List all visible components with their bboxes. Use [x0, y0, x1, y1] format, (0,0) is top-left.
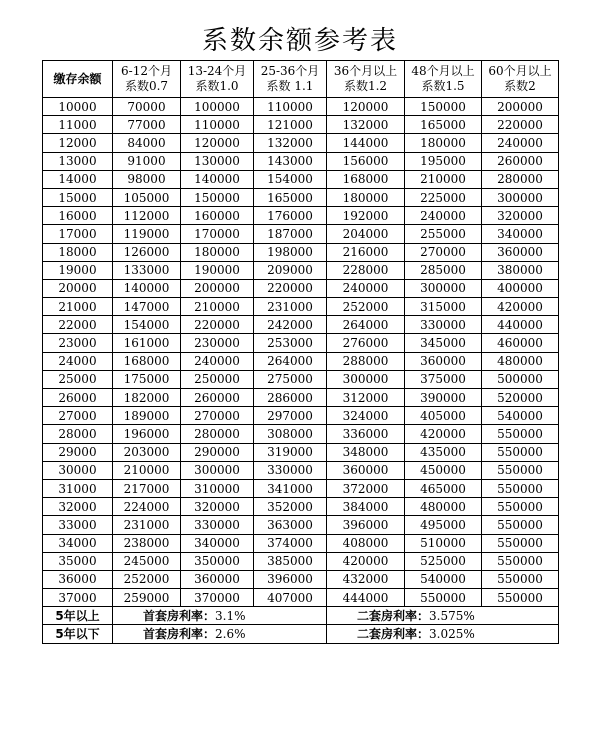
table-cell: 209000: [254, 261, 327, 279]
table-cell: 330000: [405, 316, 482, 334]
table-cell: 315000: [405, 298, 482, 316]
table-row: [43, 243, 559, 261]
table-cell: 187000: [254, 225, 327, 243]
table-cell: 217000: [113, 479, 181, 497]
table-cell: 105000: [113, 188, 181, 206]
table-cell: 300000: [405, 279, 482, 297]
second-home-rate: [327, 625, 559, 643]
table-cell: 405000: [405, 407, 482, 425]
table-cell: 133000: [113, 261, 181, 279]
header-coefficient-6: [482, 61, 559, 98]
table-cell: 280000: [181, 425, 254, 443]
header-line: 系数1.2: [343, 79, 388, 93]
table-cell: 480000: [482, 352, 559, 370]
table-cell: 253000: [254, 334, 327, 352]
table-cell: 264000: [327, 316, 405, 334]
table-cell: 380000: [482, 261, 559, 279]
table-row: [43, 443, 559, 461]
table-cell: 10000: [43, 98, 113, 116]
table-cell: 20000: [43, 279, 113, 297]
table-cell: 290000: [181, 443, 254, 461]
table-cell: 350000: [181, 552, 254, 570]
table-cell: 200000: [181, 279, 254, 297]
table-cell: 12000: [43, 134, 113, 152]
table-cell: 28000: [43, 425, 113, 443]
table-cell: 525000: [405, 552, 482, 570]
table-cell: 196000: [113, 425, 181, 443]
table-cell: 550000: [482, 498, 559, 516]
table-cell: 17000: [43, 225, 113, 243]
table-cell: 550000: [482, 425, 559, 443]
second-home-rate: [327, 607, 559, 625]
table-cell: 26000: [43, 389, 113, 407]
second-home-rate-label: 二套房利率：: [357, 627, 430, 642]
table-cell: 363000: [254, 516, 327, 534]
table-cell: 242000: [254, 316, 327, 334]
table-cell: 220000: [254, 279, 327, 297]
table-cell: 210000: [113, 461, 181, 479]
table-cell: 14000: [43, 170, 113, 188]
table-cell: 550000: [482, 479, 559, 497]
header-line: 36个月以上: [333, 64, 398, 78]
table-row: [43, 516, 559, 534]
second-home-rate-value: 3.025%: [429, 627, 475, 642]
table-cell: 259000: [113, 589, 181, 607]
table-cell: 33000: [43, 516, 113, 534]
table-row: [43, 389, 559, 407]
table-cell: 240000: [327, 279, 405, 297]
table-cell: 330000: [181, 516, 254, 534]
table-row: [43, 152, 559, 170]
table-cell: 465000: [405, 479, 482, 497]
table-cell: 432000: [327, 570, 405, 588]
table-cell: 444000: [327, 589, 405, 607]
table-cell: 98000: [113, 170, 181, 188]
table-cell: 360000: [405, 352, 482, 370]
rate-row: [43, 607, 559, 625]
table-cell: 34000: [43, 534, 113, 552]
table-cell: 319000: [254, 443, 327, 461]
table-cell: 165000: [405, 116, 482, 134]
table-cell: 231000: [254, 298, 327, 316]
table-cell: 225000: [405, 188, 482, 206]
table-cell: 110000: [254, 98, 327, 116]
table-row: [43, 461, 559, 479]
table-cell: 252000: [113, 570, 181, 588]
header-coefficient-2: [181, 61, 254, 98]
table-cell: 150000: [405, 98, 482, 116]
table-row: [43, 552, 559, 570]
rate-period-label: 5年以下: [43, 625, 113, 643]
table-cell: 240000: [482, 134, 559, 152]
table-cell: 231000: [113, 516, 181, 534]
header-line: 6-12个月: [121, 64, 172, 78]
table-cell: 35000: [43, 552, 113, 570]
table-cell: 15000: [43, 188, 113, 206]
table-cell: 348000: [327, 443, 405, 461]
table-cell: 180000: [327, 188, 405, 206]
table-cell: 550000: [482, 516, 559, 534]
table-cell: 147000: [113, 298, 181, 316]
table-cell: 240000: [181, 352, 254, 370]
table-row: [43, 370, 559, 388]
table-row: [43, 316, 559, 334]
table-row: [43, 498, 559, 516]
table-cell: 19000: [43, 261, 113, 279]
table-cell: 180000: [405, 134, 482, 152]
table-cell: 32000: [43, 498, 113, 516]
table-cell: 375000: [405, 370, 482, 388]
table-cell: 340000: [482, 225, 559, 243]
table-cell: 550000: [405, 589, 482, 607]
table-cell: 407000: [254, 589, 327, 607]
table-cell: 300000: [327, 370, 405, 388]
table-cell: 230000: [181, 334, 254, 352]
table-cell: 210000: [181, 298, 254, 316]
table-cell: 324000: [327, 407, 405, 425]
table-cell: 176000: [254, 207, 327, 225]
table-row: [43, 134, 559, 152]
table-cell: 260000: [181, 389, 254, 407]
table-cell: 200000: [482, 98, 559, 116]
table-cell: 270000: [405, 243, 482, 261]
table-row: [43, 334, 559, 352]
table-cell: 195000: [405, 152, 482, 170]
table-cell: 245000: [113, 552, 181, 570]
table-cell: 370000: [181, 589, 254, 607]
table-cell: 156000: [327, 152, 405, 170]
first-home-rate-label: 首套房利率：: [143, 627, 216, 642]
header-line: 48个月以上: [411, 64, 475, 78]
table-cell: 120000: [327, 98, 405, 116]
table-cell: 288000: [327, 352, 405, 370]
table-cell: 160000: [181, 207, 254, 225]
table-cell: 336000: [327, 425, 405, 443]
table-cell: 400000: [482, 279, 559, 297]
table-cell: 360000: [482, 243, 559, 261]
table-cell: 224000: [113, 498, 181, 516]
table-cell: 143000: [254, 152, 327, 170]
table-cell: 500000: [482, 370, 559, 388]
table-cell: 300000: [181, 461, 254, 479]
table-cell: 11000: [43, 116, 113, 134]
table-cell: 112000: [113, 207, 181, 225]
header-line: 25-36个月: [260, 64, 320, 78]
table-cell: 29000: [43, 443, 113, 461]
table-cell: 250000: [181, 370, 254, 388]
table-cell: 210000: [405, 170, 482, 188]
table-cell: 352000: [254, 498, 327, 516]
table-cell: 24000: [43, 352, 113, 370]
table-cell: 420000: [482, 298, 559, 316]
table-cell: 175000: [113, 370, 181, 388]
table-row: [43, 589, 559, 607]
table-row: [43, 116, 559, 134]
table-cell: 460000: [482, 334, 559, 352]
table-cell: 495000: [405, 516, 482, 534]
table-cell: 216000: [327, 243, 405, 261]
table-cell: 300000: [482, 188, 559, 206]
table-cell: 182000: [113, 389, 181, 407]
table-cell: 372000: [327, 479, 405, 497]
table-cell: 340000: [181, 534, 254, 552]
table-cell: 384000: [327, 498, 405, 516]
table-cell: 264000: [254, 352, 327, 370]
rates-section: [43, 607, 559, 643]
table-row: [43, 298, 559, 316]
table-cell: 100000: [181, 98, 254, 116]
table-cell: 390000: [405, 389, 482, 407]
table-row: [43, 188, 559, 206]
table-cell: 110000: [181, 116, 254, 134]
table-cell: 420000: [405, 425, 482, 443]
first-home-rate-value: 2.6%: [215, 627, 246, 642]
table-row: [43, 170, 559, 188]
table-body: [43, 98, 559, 607]
table-cell: 260000: [482, 152, 559, 170]
table-cell: 192000: [327, 207, 405, 225]
table-cell: 310000: [181, 479, 254, 497]
header-line: 系数1.5: [421, 79, 465, 93]
table-cell: 21000: [43, 298, 113, 316]
table-cell: 31000: [43, 479, 113, 497]
table-cell: 308000: [254, 425, 327, 443]
table-cell: 37000: [43, 589, 113, 607]
table-cell: 480000: [405, 498, 482, 516]
table-cell: 540000: [405, 570, 482, 588]
table-cell: 154000: [254, 170, 327, 188]
table-cell: 360000: [327, 461, 405, 479]
first-home-rate: [113, 625, 327, 643]
table-cell: 144000: [327, 134, 405, 152]
table-cell: 140000: [113, 279, 181, 297]
first-home-rate-label: 首套房利率：: [143, 608, 216, 623]
table-cell: 312000: [327, 389, 405, 407]
table-cell: 540000: [482, 407, 559, 425]
table-cell: 203000: [113, 443, 181, 461]
table-cell: 510000: [405, 534, 482, 552]
table-cell: 270000: [181, 407, 254, 425]
table-row: [43, 225, 559, 243]
table-cell: 385000: [254, 552, 327, 570]
coefficient-balance-table: [42, 60, 559, 644]
table-cell: 435000: [405, 443, 482, 461]
table-row: [43, 407, 559, 425]
table-cell: 154000: [113, 316, 181, 334]
table-cell: 204000: [327, 225, 405, 243]
header-line: 13-24个月: [187, 64, 247, 78]
table-cell: 25000: [43, 370, 113, 388]
table-row: [43, 352, 559, 370]
table-cell: 140000: [181, 170, 254, 188]
table-cell: 238000: [113, 534, 181, 552]
table-row: [43, 207, 559, 225]
table-header-row: [43, 61, 559, 98]
table-cell: 130000: [181, 152, 254, 170]
header-line: 系数2: [504, 79, 536, 93]
header-line: 系数0.7: [124, 79, 169, 93]
second-home-rate-label: 二套房利率：: [357, 608, 430, 623]
header-line: 系数1.0: [195, 79, 239, 93]
table-cell: 70000: [113, 98, 181, 116]
table-cell: 22000: [43, 316, 113, 334]
table-row: [43, 534, 559, 552]
table-cell: 341000: [254, 479, 327, 497]
table-cell: 170000: [181, 225, 254, 243]
table-row: [43, 479, 559, 497]
table-cell: 190000: [181, 261, 254, 279]
table-cell: 165000: [254, 188, 327, 206]
table-cell: 18000: [43, 243, 113, 261]
table-cell: 132000: [327, 116, 405, 134]
page-title: 系数余额参考表: [201, 26, 398, 56]
table-cell: 198000: [254, 243, 327, 261]
table-cell: 408000: [327, 534, 405, 552]
table-row: [43, 425, 559, 443]
table-cell: 228000: [327, 261, 405, 279]
table-cell: 420000: [327, 552, 405, 570]
table-cell: 275000: [254, 370, 327, 388]
table-row: [43, 98, 559, 116]
first-home-rate-value: 3.1%: [215, 608, 246, 623]
rate-row: [43, 625, 559, 643]
table-cell: 220000: [482, 116, 559, 134]
table-cell: 550000: [482, 570, 559, 588]
table-cell: 23000: [43, 334, 113, 352]
table-cell: 550000: [482, 534, 559, 552]
table-cell: 550000: [482, 443, 559, 461]
table-cell: 119000: [113, 225, 181, 243]
table-cell: 520000: [482, 389, 559, 407]
header-coefficient-3: [254, 61, 327, 98]
header-line: 60个月以上: [488, 64, 552, 78]
table-cell: 91000: [113, 152, 181, 170]
table-cell: 126000: [113, 243, 181, 261]
table-cell: 374000: [254, 534, 327, 552]
table-cell: 180000: [181, 243, 254, 261]
table-cell: 396000: [254, 570, 327, 588]
table-cell: 150000: [181, 188, 254, 206]
table-cell: 450000: [405, 461, 482, 479]
table-cell: 27000: [43, 407, 113, 425]
table-cell: 13000: [43, 152, 113, 170]
table-cell: 120000: [181, 134, 254, 152]
table-cell: 297000: [254, 407, 327, 425]
table-cell: 440000: [482, 316, 559, 334]
table-cell: 16000: [43, 207, 113, 225]
table-row: [43, 570, 559, 588]
table-cell: 121000: [254, 116, 327, 134]
header-coefficient-4: [327, 61, 405, 98]
table-cell: 132000: [254, 134, 327, 152]
table-cell: 285000: [405, 261, 482, 279]
table-cell: 396000: [327, 516, 405, 534]
second-home-rate-value: 3.575%: [429, 608, 475, 623]
header-coefficient-1: [113, 61, 181, 98]
table-cell: 84000: [113, 134, 181, 152]
header-coefficient-5: [405, 61, 482, 98]
table-cell: 252000: [327, 298, 405, 316]
table-row: [43, 261, 559, 279]
header-line: 系数 1.1: [266, 79, 314, 93]
table-cell: 220000: [181, 316, 254, 334]
table-cell: 240000: [405, 207, 482, 225]
table-cell: 189000: [113, 407, 181, 425]
header-line: 缴存余额: [53, 71, 102, 86]
table-cell: 550000: [482, 552, 559, 570]
table-cell: 255000: [405, 225, 482, 243]
table-cell: 161000: [113, 334, 181, 352]
table-cell: 168000: [327, 170, 405, 188]
table-cell: 36000: [43, 570, 113, 588]
table-cell: 320000: [181, 498, 254, 516]
table-cell: 286000: [254, 389, 327, 407]
table-cell: 280000: [482, 170, 559, 188]
table-cell: 320000: [482, 207, 559, 225]
table-cell: 168000: [113, 352, 181, 370]
header-balance: [43, 61, 113, 98]
first-home-rate: [113, 607, 327, 625]
table-cell: 330000: [254, 461, 327, 479]
table-cell: 550000: [482, 589, 559, 607]
table-cell: 345000: [405, 334, 482, 352]
table-cell: 30000: [43, 461, 113, 479]
table-cell: 77000: [113, 116, 181, 134]
rate-period-label: 5年以上: [43, 607, 113, 625]
table-cell: 550000: [482, 461, 559, 479]
table-row: [43, 279, 559, 297]
table-cell: 360000: [181, 570, 254, 588]
table-cell: 276000: [327, 334, 405, 352]
